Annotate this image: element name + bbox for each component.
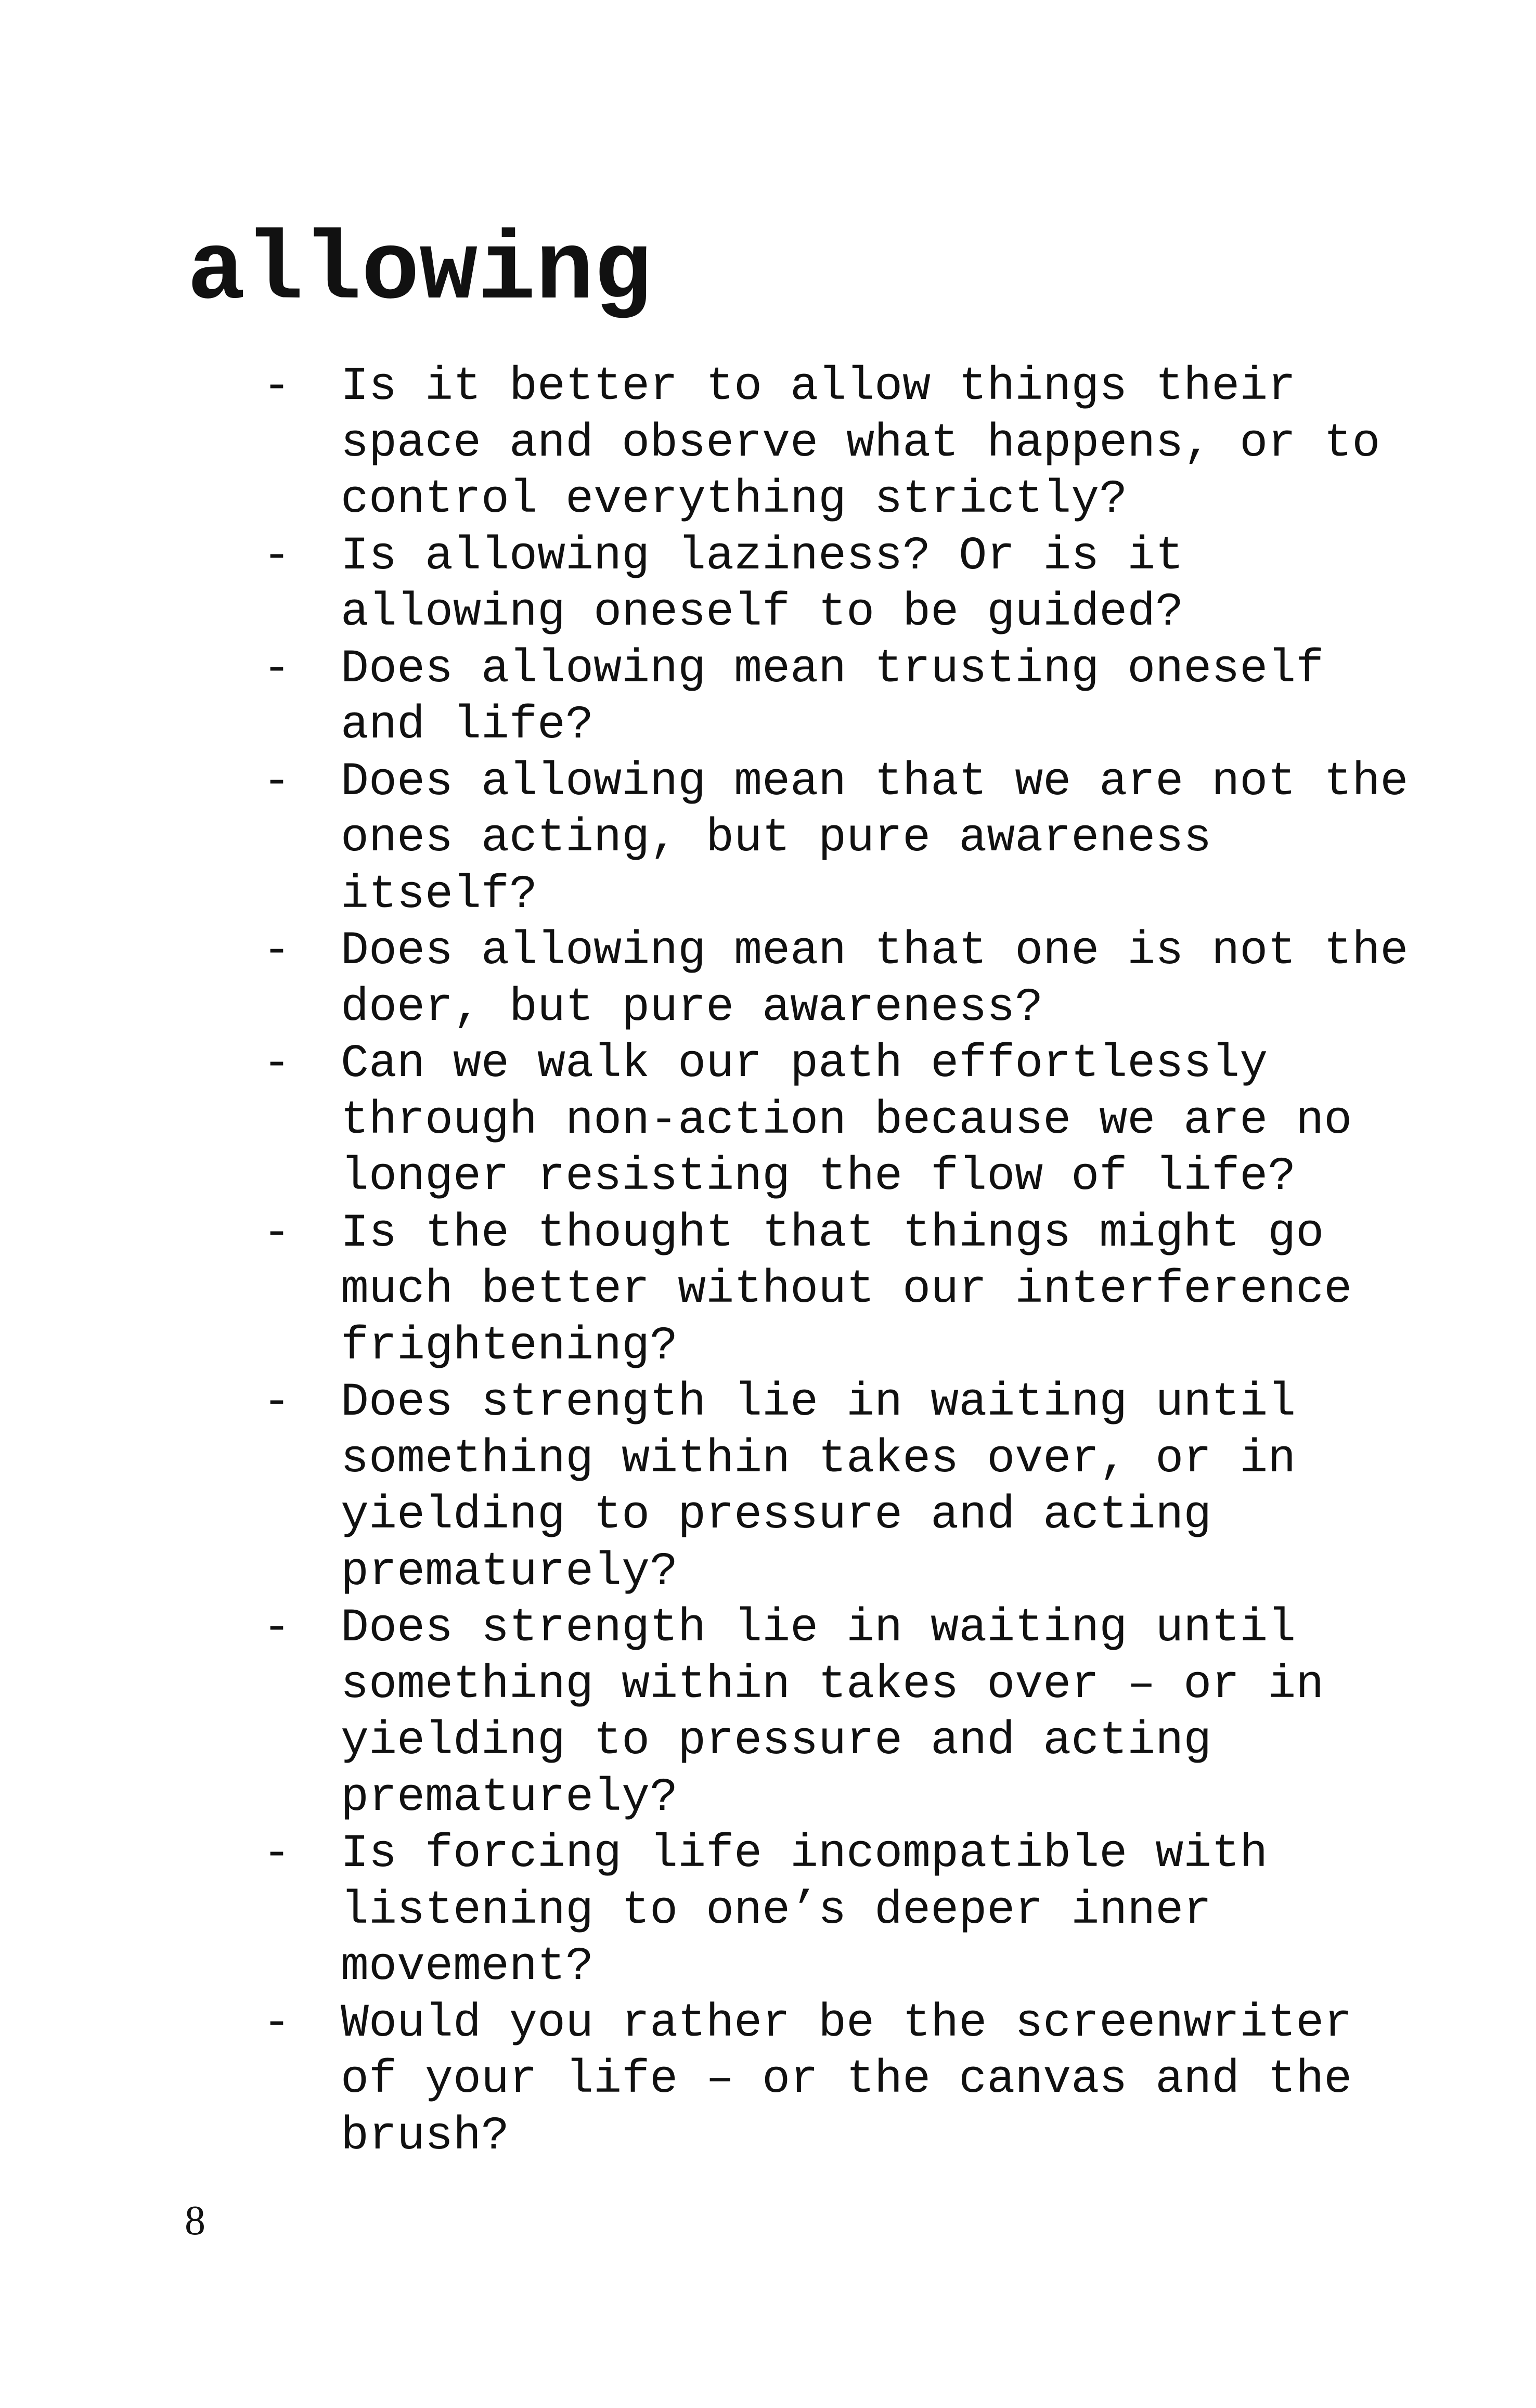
list-item [0, 1600, 1536, 1826]
question-line: doer, but pure awareness? [341, 981, 1043, 1034]
bullet-dash: - [263, 1207, 291, 1260]
question-line: Is allowing laziness? Or is it [341, 529, 1184, 583]
bullet-dash: - [263, 925, 291, 978]
question-line: Does allowing mean that one is not the [341, 925, 1409, 978]
bullet-dash: - [263, 642, 291, 696]
question-line: something within takes over – or in [341, 1658, 1324, 1712]
question-line: yielding to pressure and acting [341, 1715, 1212, 1768]
question-line: control everything strictly? [341, 473, 1128, 526]
bullet-dash: - [263, 360, 291, 413]
question-line: allowing oneself to be guided? [341, 586, 1184, 639]
list-item [0, 1375, 1536, 1600]
question-line: much better without our interference [341, 1263, 1352, 1316]
list-item [0, 1826, 1536, 1996]
list-item [0, 1036, 1536, 1206]
question-line: and life? [341, 699, 594, 752]
list-item [0, 1996, 1536, 2165]
list-item [0, 1206, 1536, 1375]
question-line: Can we walk our path effortlessly [341, 1038, 1268, 1091]
question-line: yielding to pressure and acting [341, 1489, 1212, 1542]
question-line: through non-action because we are no [341, 1094, 1352, 1147]
question-line: Is forcing life incompatible with [341, 1828, 1268, 1881]
list-item [0, 528, 1536, 641]
list-item [0, 923, 1536, 1036]
question-line: itself? [341, 868, 538, 922]
question-line: ones acting, but pure awareness [341, 812, 1212, 865]
question-line: Is the thought that things might go [341, 1207, 1324, 1260]
question-line: Does allowing mean trusting oneself [341, 642, 1324, 696]
question-line: of your life – or the canvas and the [341, 2053, 1352, 2106]
list-item [0, 359, 1536, 528]
list-item [0, 754, 1536, 924]
bullet-dash: - [263, 1376, 291, 1429]
list-item [0, 641, 1536, 754]
bullet-dash: - [263, 1828, 291, 1881]
question-line: prematurely? [341, 1771, 678, 1824]
question-line: Does allowing mean that we are not the [341, 755, 1409, 809]
page-number: 8 [185, 2198, 205, 2244]
question-line: frightening? [341, 1319, 678, 1373]
question-line: movement? [341, 1940, 594, 1993]
question-line: Would you rather be the screenwriter [341, 1997, 1352, 2050]
question-line: Does strength lie in waiting until [341, 1376, 1296, 1429]
bullet-dash: - [263, 1997, 291, 2050]
bullet-dash: - [263, 529, 291, 583]
bullet-dash: - [263, 755, 291, 809]
question-line: brush? [341, 2109, 510, 2163]
question-line: Is it better to allow things their [341, 360, 1296, 413]
bullet-dash: - [263, 1602, 291, 1655]
page-title: allowing [187, 217, 652, 327]
question-line: listening to one’s deeper inner [341, 1884, 1212, 1937]
question-line: something within takes over, or in [341, 1432, 1296, 1486]
question-line: longer resisting the flow of life? [341, 1150, 1296, 1203]
question-line: space and observe what happens, or to [341, 417, 1380, 470]
question-line: Does strength lie in waiting until [341, 1602, 1296, 1655]
question-line: prematurely? [341, 1545, 678, 1599]
question-list [0, 359, 1536, 2165]
bullet-dash: - [263, 1038, 291, 1091]
